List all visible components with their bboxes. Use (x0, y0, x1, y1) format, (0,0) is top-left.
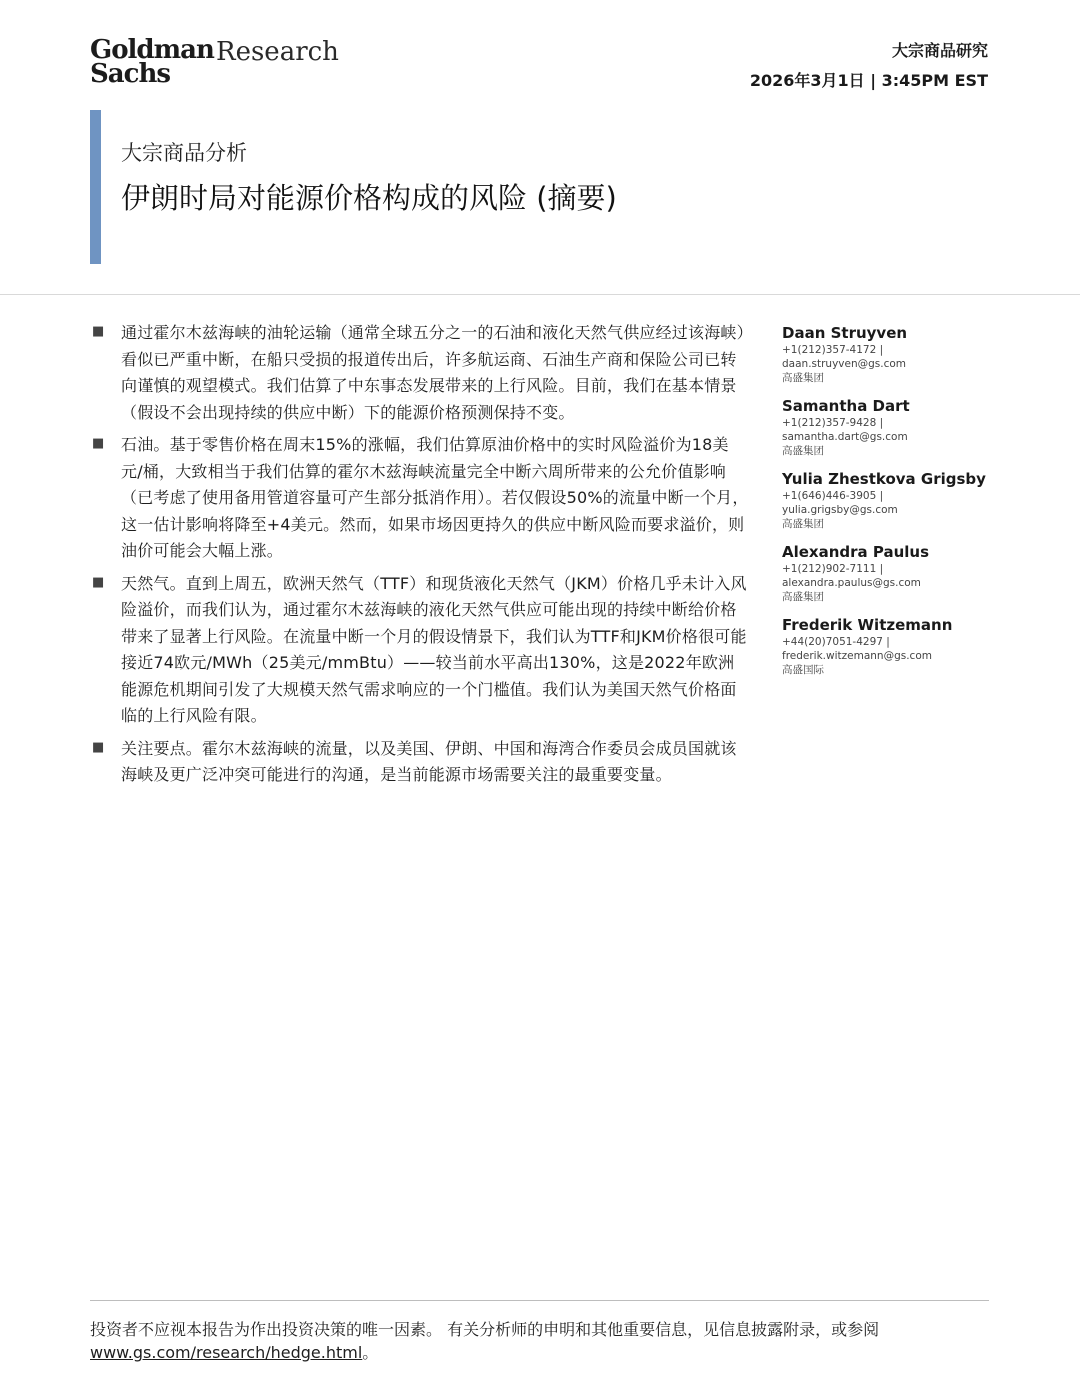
author-phone: +44(20)7051-4297 | (782, 636, 890, 648)
author-email[interactable]: samantha.dart@gs.com (782, 431, 908, 443)
bullet-text: 通过霍尔木兹海峡的油轮运输（通常全球五分之一的石油和液化天然气供应经过该海峡）看似已严重中断，在船只受损的报道传出后，许多航运商、石油生产商和保险公司已转向谨慎的观望模式。我们估算了中东事态发展带来的上行风险。目前，我们在基本情景（假设不会出现持续的供应中断）下的能源价格预测保持不变。 (121, 323, 745, 422)
header-divider (0, 294, 1080, 295)
author-card (782, 396, 1002, 458)
disclosure-link[interactable]: www.gs.com/research/hedge.html (90, 1343, 363, 1362)
report-series: 大宗商品研究 (891, 41, 988, 60)
author-name: Yulia Zhestkova Grigsby (782, 470, 986, 488)
report-title: 伊朗时局对能源价格构成的风险 (摘要) (121, 181, 617, 215)
title-accent-bar (90, 110, 101, 264)
author-email[interactable]: alexandra.paulus@gs.com (782, 577, 921, 589)
author-email[interactable]: yulia.grigsby@gs.com (782, 504, 898, 516)
author-phone: +1(646)446-3905 | (782, 490, 884, 502)
footer-divider (90, 1300, 989, 1301)
summary-bullet (90, 571, 750, 730)
author-name: Frederik Witzemann (782, 616, 953, 634)
footer-disclaimer (90, 1318, 989, 1364)
disclaimer-end: 。 (362, 1343, 379, 1362)
author-card (782, 469, 1002, 531)
logo-line-sachs: Sachs (90, 59, 170, 89)
author-list (782, 323, 1002, 688)
bullet-square-icon: ■ (92, 739, 105, 755)
bullet-square-icon: ■ (92, 324, 105, 339)
disclaimer-text: 投资者不应视本报告为作出投资决策的唯一因素。 有关分析师的申明和其他重要信息，见信息披露附录，或参阅 (90, 1320, 880, 1339)
bullet-text: 石油。基于零售价格在周末15%的涨幅，我们估算原油价格中的实时风险溢价为18美元/桶，大致相当于我们估算的霍尔木兹海峡流量完全中断六周所带来的公允价值影响（已考虑了使用备用管道容量可产生部分抵消作用）。若仅假设50%的流量中断一个月，这一估计影响将降至+4美元。然而，如果市场因更持久的供应中断风险而要求溢价，则油价可能会大幅上涨。 (121, 435, 749, 560)
bullet-text: 关注要点。霍尔木兹海峡的流量，以及美国、伊朗、中国和海湾合作委员会成员国就该海峡及更广泛冲突可能进行的沟通，是当前能源市场需要关注的最重要变量。 (121, 738, 737, 784)
author-entity: 高盛集团 (782, 445, 824, 457)
logo-wordmark (90, 35, 214, 89)
report-date: 2026年3月1日 | 3:45PM EST (749, 71, 988, 90)
logo-line-goldman: Goldman (90, 35, 214, 65)
bullet-text: 天然气。直到上周五，欧洲天然气（TTF）和现货液化天然气（JKM）价格几乎未计入风险溢价，而我们认为，通过霍尔木兹海峡的液化天然气供应可能出现的持续中断给价格带来了显著上行风险。在流量中断一个月的假设情景下，我们认为TTF和JKM价格很可能接近74欧元/MWh（25美元/mmBtu）——较当前水平高出130%，这是2022年欧洲能源危机期间引发了大规模天然气需求响应的一个门槛值。我们认为美国天然气价格面临的上行风险有限。 (121, 573, 747, 725)
logo-research-label: Research (216, 37, 339, 67)
author-phone: +1(212)902-7111 | (782, 563, 884, 575)
bullet-square-icon: ■ (92, 436, 105, 451)
bullet-square-icon: ■ (92, 574, 105, 590)
author-card (782, 615, 1002, 677)
author-entity: 高盛集团 (782, 372, 824, 384)
author-phone: +1(212)357-4172 | (782, 344, 884, 356)
author-card (782, 323, 1002, 385)
summary-bullets (90, 320, 750, 795)
author-card (782, 542, 1002, 604)
author-entity: 高盛集团 (782, 591, 824, 603)
author-email[interactable]: daan.struyven@gs.com (782, 358, 907, 370)
summary-bullet (90, 432, 750, 565)
author-entity: 高盛国际 (782, 664, 824, 676)
summary-bullet (90, 320, 750, 426)
author-name: Alexandra Paulus (782, 543, 930, 561)
author-entity: 高盛集团 (782, 518, 824, 530)
summary-bullet (90, 736, 750, 789)
report-category: 大宗商品分析 (121, 141, 247, 165)
report-meta (750, 40, 988, 92)
author-name: Daan Struyven (782, 324, 908, 342)
author-phone: +1(212)357-9428 | (782, 417, 884, 429)
author-name: Samantha Dart (782, 397, 910, 415)
author-email[interactable]: frederik.witzemann@gs.com (782, 650, 932, 662)
